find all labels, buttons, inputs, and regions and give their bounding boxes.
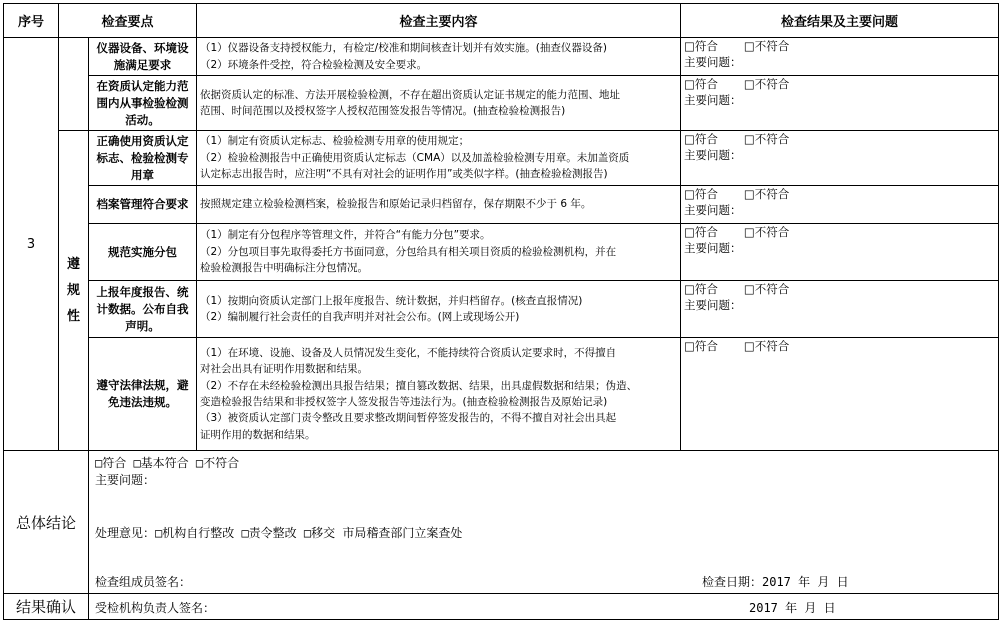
result-cell [681, 186, 999, 224]
result-cell [681, 281, 999, 338]
nonconform-checkbox[interactable]: □不符合 [743, 77, 790, 91]
content-line: 变造检验报告结果和非授权签字人签发报告等违法行为。(抽查检验检测报告及原始记录) [200, 396, 608, 408]
confirm-row [4, 594, 999, 620]
problem-label: 主要问题： [684, 148, 742, 162]
content-line: 范围、时间范围以及授权签字人授权范围签发报告等情况。(抽查检验检测报告) [200, 105, 566, 117]
content-line: 依据资质认定的标准、方法开展检验检测，不存在超出资质认定证书规定的能力范围、地址 [200, 88, 620, 101]
content-line: 对社会出具有证明作用数据和结果。 [200, 363, 368, 376]
conform-checkbox[interactable]: □符合 [684, 77, 718, 91]
problem-label: 主要问题： [684, 203, 742, 217]
conform-checkbox[interactable]: □符合 [684, 282, 718, 296]
content-line: （1）制定有资质认定标志、检验检测专用章的使用规定； [200, 135, 470, 148]
summary-label: 总体结论 [4, 451, 89, 594]
summary-options[interactable]: □符合 □基本符合 □不符合 [95, 456, 240, 470]
nonconform-checkbox[interactable]: □不符合 [743, 339, 790, 353]
category-blank [59, 38, 89, 131]
content-line: （2）分包项目事先取得委托方书面同意，分包给具有相关项目资质的检验检测机构，并在 [200, 245, 617, 258]
content-line: （3）被资质认定部门责令整改且要求整改期间暂停签发报告的，不得不擅自对社会出具起 [200, 412, 617, 425]
conform-checkbox[interactable]: □符合 [684, 39, 718, 53]
problem-label: 主要问题： [684, 55, 742, 69]
header-result: 检查结果及主要问题 [681, 4, 999, 38]
header-seq: 序号 [4, 4, 59, 38]
table-row [4, 224, 999, 281]
check-content [197, 76, 681, 131]
result-cell [681, 131, 999, 186]
result-cell [681, 76, 999, 131]
check-point: 上报年度报告、统计数据。公布自我声明。 [89, 281, 197, 338]
check-point: 仪器设备、环境设施满足要求 [89, 38, 197, 76]
nonconform-checkbox[interactable]: □不符合 [743, 132, 790, 146]
conform-checkbox[interactable]: □符合 [684, 225, 718, 239]
result-cell [681, 224, 999, 281]
header-content: 检查主要内容 [197, 4, 681, 38]
handling-opinion[interactable]: 处理意见：□机构自行整改 □责令整改 □移交 市局稽查部门立案查处 [95, 526, 463, 540]
conform-checkbox[interactable]: □符合 [684, 187, 718, 201]
check-content [197, 281, 681, 338]
content-line: 证明作用的数据和结果。 [200, 428, 316, 441]
nonconform-checkbox[interactable]: □不符合 [743, 187, 790, 201]
check-content [197, 38, 681, 76]
nonconform-checkbox[interactable]: □不符合 [743, 282, 790, 296]
content-line: （1）仪器设备支持授权能力，有检定/校准和期间核查计划并有效实施。(抽查仪器设备) [200, 42, 607, 55]
conform-checkbox[interactable]: □符合 [684, 132, 718, 146]
team-signature-label: 检查组成员签名： [95, 575, 192, 589]
nonconform-checkbox[interactable]: □不符合 [743, 39, 790, 53]
summary-problem-label: 主要问题： [95, 473, 156, 487]
table-row [4, 38, 999, 76]
section-number: 3 [4, 38, 59, 451]
confirm-date: 2017 年 月 日 [749, 601, 836, 615]
manager-signature-label: 受检机构负责人签名： [95, 601, 216, 615]
summary-cell [89, 451, 999, 594]
content-line: （2）环境条件受控，符合检验检测及安全要求。 [200, 58, 428, 71]
problem-label: 主要问题： [684, 93, 742, 107]
check-content [197, 131, 681, 186]
inspection-date: 检查日期：2017 年 月 日 [702, 575, 849, 589]
table-row [4, 76, 999, 131]
check-point: 遵守法律法规，避免违法违规。 [89, 338, 197, 451]
table-row [4, 281, 999, 338]
problem-label: 主要问题： [684, 241, 742, 255]
content-line: （1）按期向资质认定部门上报年度报告、统计数据，并归档留存。(核查直报情况) [200, 294, 583, 307]
content-line: 检验检测报告中明确标注分包情况。 [200, 262, 368, 275]
content-line: （1）在环境、设施、设备及人员情况发生变化，不能持续符合资质认定要求时，不得擅自 [200, 346, 617, 359]
summary-row [4, 451, 999, 594]
content-line: （2）检验检测报告中正确使用资质认定标志（CMA）以及加盖检验检测专用章。未加盖资质 [200, 151, 630, 164]
category-label [59, 131, 89, 451]
result-cell [681, 338, 999, 451]
check-point: 在资质认定能力范围内从事检验检测活动。 [89, 76, 197, 131]
content-line: 按照规定建立检验检测档案，检验报告和原始记录归档留存，保存期限不少于 6 年。 [200, 198, 592, 211]
header-point: 检查要点 [59, 4, 197, 38]
inspection-table [3, 3, 999, 620]
conform-checkbox[interactable]: □符合 [684, 339, 718, 353]
content-line: （2）编制履行社会责任的自我声明并对社会公布。(网上或现场公开) [200, 311, 520, 323]
content-line: （2）不存在未经检验检测出具报告结果；擅自篡改数据、结果，出具虚假数据和结果；伪造、 [200, 379, 638, 392]
check-content [197, 338, 681, 451]
table-row [4, 131, 999, 186]
table-row [4, 186, 999, 224]
check-point: 规范实施分包 [89, 224, 197, 281]
problem-label: 主要问题： [684, 298, 742, 312]
confirm-cell [89, 594, 999, 620]
check-point: 正确使用资质认定标志、检验检测专用章 [89, 131, 197, 186]
content-line: （1）制定有分包程序等管理文件，并符合“有能力分包”要求。 [200, 229, 491, 242]
result-cell [681, 38, 999, 76]
confirm-label: 结果确认 [4, 594, 89, 620]
check-point: 档案管理符合要求 [89, 186, 197, 224]
table-row [4, 338, 999, 451]
check-content [197, 224, 681, 281]
header-row [4, 4, 999, 38]
category-text: 遵规性 [66, 256, 80, 324]
check-content [197, 186, 681, 224]
content-line: 认定标志出报告时，应注明“不具有对社会的证明作用”或类似字样。(抽查检验检测报告) [200, 168, 608, 181]
nonconform-checkbox[interactable]: □不符合 [743, 225, 790, 239]
